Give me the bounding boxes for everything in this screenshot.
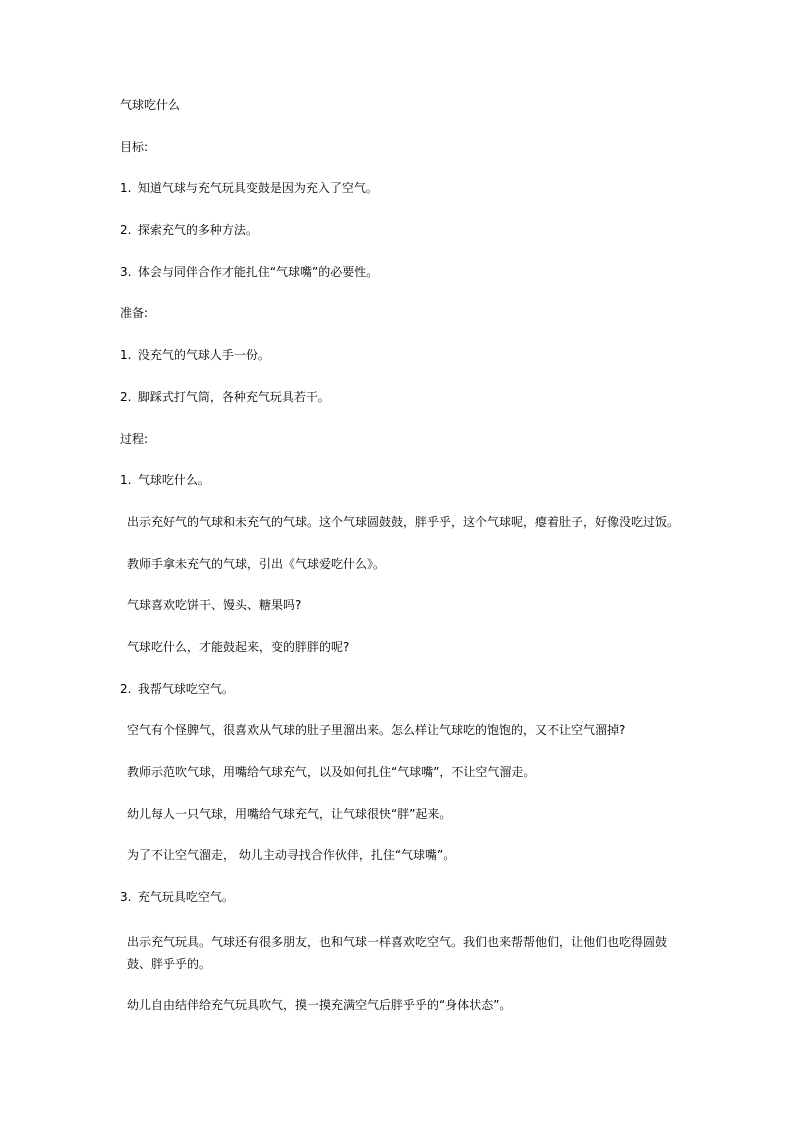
step-paragraph: 出示充气玩具。气球还有很多朋友，也和气球一样喜欢吃空气。我们也来帮帮他们，让他们也吃得圆鼓鼓、胖乎乎的。 — [127, 934, 668, 971]
step-paragraph: 出示充好气的气球和未充气的气球。这个气球圆鼓鼓，胖乎乎，这个气球呢，瘪着肚子，好像没吃过饭。 — [127, 514, 680, 529]
document-body — [120, 97, 680, 1038]
goal-item — [120, 222, 680, 238]
step-paragraph: 幼儿自由结伴给充气玩具吹气，摸一摸充满空气后胖乎乎的“身体状态”。 — [127, 997, 512, 1012]
step-title — [120, 889, 680, 905]
step-paragraph: 教师手拿未充气的气球，引出《气球爱吃什么》。 — [127, 556, 386, 571]
goal-text: 探索充气的多种方法。 — [137, 223, 258, 238]
prep-number: 1. — [120, 348, 132, 363]
goal-number: 1. — [120, 181, 132, 196]
goal-item — [120, 264, 680, 280]
step-number: 2. — [120, 681, 132, 696]
step-paragraph: 空气有个怪脾气，很喜欢从气球的肚子里溜出来。怎么样让气球吃的饱饱的，又不让空气溜掉? — [127, 723, 626, 738]
goals-heading: 目标: — [120, 139, 149, 154]
goal-item — [120, 180, 680, 196]
step-paragraph: 为了不让空气溜走， 幼儿主动寻找合作伙伴，扎住“气球嘴”。 — [127, 848, 456, 863]
step-paragraph: 气球吃什么，才能鼓起来，变的胖胖的呢? — [127, 639, 350, 654]
goal-text: 知道气球与充气玩具变鼓是因为充入了空气。 — [137, 181, 378, 196]
step-title-text: 气球吃什么。 — [137, 473, 210, 488]
step-paragraph: 幼儿每人一只气球，用嘴给气球充气，让气球很快“胖”起来。 — [127, 806, 452, 821]
step-title — [120, 472, 680, 488]
process-heading: 过程: — [120, 431, 149, 446]
prep-item — [120, 389, 680, 405]
step-title-text: 我帮气球吃空气。 — [137, 681, 234, 696]
step-paragraph: 教师示范吹气球，用嘴给气球充气，以及如何扎住“气球嘴”，不让空气溜走。 — [127, 765, 536, 779]
step-title-text: 充气玩具吃空气。 — [137, 890, 234, 905]
step-title — [120, 681, 680, 697]
step-number: 1. — [120, 473, 132, 488]
prep-text: 没充气的气球人手一份。 — [137, 348, 270, 363]
prep-heading: 准备: — [120, 306, 149, 321]
step-paragraph: 气球喜欢吃饼干、馒头、糖果吗? — [127, 598, 302, 613]
goal-number: 2. — [120, 223, 132, 238]
document-title: 气球吃什么 — [120, 98, 181, 112]
goal-number: 3. — [120, 264, 132, 279]
goal-text: 体会与同伴合作才能扎住“气球嘴”的必要性。 — [137, 264, 379, 279]
prep-number: 2. — [120, 389, 132, 404]
prep-item — [120, 347, 680, 363]
prep-text: 脚踩式打气筒，各种充气玩具若干。 — [137, 389, 330, 404]
step-number: 3. — [120, 890, 132, 905]
